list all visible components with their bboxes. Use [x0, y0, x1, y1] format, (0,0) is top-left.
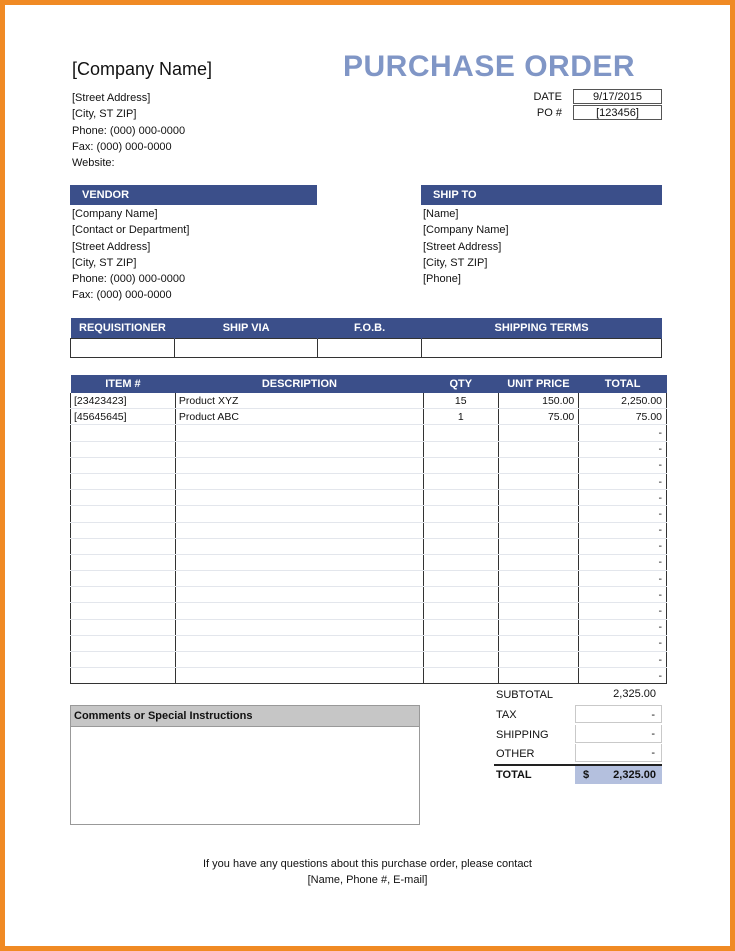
line-total-cell: - [579, 619, 667, 635]
item-number-cell[interactable] [71, 619, 176, 635]
table-row [71, 425, 667, 441]
grand-total-value [575, 766, 662, 784]
company-fax: Fax: (000) 000-0000 [72, 140, 172, 153]
line-items-table [70, 375, 667, 684]
vendor-header: VENDOR [70, 185, 317, 205]
unit-price-cell[interactable] [498, 506, 579, 522]
line-total-cell: 2,250.00 [579, 393, 667, 409]
item-number-cell[interactable] [71, 587, 176, 603]
table-row [71, 619, 667, 635]
vendor-city: [City, ST ZIP] [72, 256, 137, 269]
footer-contact-details: [Name, Phone #, E-mail] [307, 874, 428, 886]
comments-box[interactable] [70, 705, 420, 825]
line-total-cell: - [579, 490, 667, 506]
shipping-terms-cell[interactable] [422, 339, 662, 358]
company-city: [City, ST ZIP] [72, 108, 137, 121]
line-total-cell: - [579, 506, 667, 522]
description-cell[interactable]: Product XYZ [175, 393, 423, 409]
grand-total-amount: 2,325.00 [613, 769, 656, 781]
table-row [71, 473, 667, 489]
description-cell[interactable] [175, 668, 423, 684]
fob-cell[interactable] [317, 339, 421, 358]
vendor-street: [Street Address] [72, 240, 151, 253]
line-total-cell: - [579, 668, 667, 684]
qty-cell[interactable] [423, 425, 498, 441]
description-cell[interactable] [175, 619, 423, 635]
item-number-cell[interactable] [71, 635, 176, 651]
item-number-header: ITEM # [71, 375, 176, 393]
tax-label: TAX [496, 709, 517, 721]
description-cell[interactable] [175, 635, 423, 651]
qty-cell[interactable] [423, 490, 498, 506]
item-number-cell[interactable]: [45645645] [71, 409, 176, 425]
item-number-cell[interactable] [71, 522, 176, 538]
qty-cell[interactable] [423, 652, 498, 668]
company-website: Website: [72, 157, 115, 170]
requisitioner-cell[interactable] [71, 339, 175, 358]
description-cell[interactable] [175, 522, 423, 538]
qty-cell[interactable] [423, 522, 498, 538]
qty-cell[interactable] [423, 441, 498, 457]
qty-header: QTY [423, 375, 498, 393]
total-header: TOTAL [579, 375, 667, 393]
description-cell[interactable] [175, 473, 423, 489]
unit-price-cell[interactable] [498, 490, 579, 506]
date-label: DATE [533, 91, 562, 103]
item-number-cell[interactable] [71, 554, 176, 570]
line-total-cell: - [579, 538, 667, 554]
vendor-company: [Company Name] [72, 208, 158, 220]
table-row [71, 457, 667, 473]
line-total-cell: - [579, 441, 667, 457]
shipto-company: [Company Name] [423, 224, 509, 237]
vendor-phone: Phone: (000) 000-0000 [72, 273, 186, 286]
company-address-block [72, 90, 185, 171]
unit-price-cell[interactable] [498, 571, 579, 587]
unit-price-header: UNIT PRICE [498, 375, 579, 393]
unit-price-cell[interactable] [498, 652, 579, 668]
line-total-cell: - [579, 554, 667, 570]
table-row [71, 635, 667, 651]
date-field[interactable]: 9/17/2015 [573, 89, 662, 104]
line-total-cell: - [579, 587, 667, 603]
unit-price-cell[interactable] [498, 425, 579, 441]
qty-cell[interactable] [423, 457, 498, 473]
shipping-info-table [70, 318, 662, 358]
description-cell[interactable] [175, 457, 423, 473]
shipto-details [423, 206, 509, 287]
qty-cell[interactable] [423, 603, 498, 619]
vendor-contact: [Contact or Department] [72, 224, 190, 237]
description-cell[interactable] [175, 571, 423, 587]
table-row [71, 441, 667, 457]
unit-price-cell[interactable] [498, 635, 579, 651]
item-number-cell[interactable] [71, 490, 176, 506]
table-row [71, 603, 667, 619]
table-row [71, 538, 667, 554]
tax-field[interactable]: - [575, 705, 662, 723]
unit-price-cell[interactable] [498, 441, 579, 457]
line-total-cell: - [579, 603, 667, 619]
item-number-cell[interactable] [71, 668, 176, 684]
unit-price-cell[interactable] [498, 619, 579, 635]
vendor-fax: Fax: (000) 000-0000 [72, 289, 172, 302]
ship-via-cell[interactable] [175, 339, 318, 358]
table-row [71, 409, 667, 425]
fob-header: F.O.B. [317, 318, 421, 339]
item-number-cell[interactable] [71, 441, 176, 457]
item-number-cell[interactable] [71, 603, 176, 619]
currency-symbol: $ [583, 769, 590, 781]
shipto-name: [Name] [423, 208, 459, 220]
qty-cell[interactable] [423, 668, 498, 684]
table-row [71, 587, 667, 603]
subtotal-label: SUBTOTAL [496, 689, 554, 701]
table-row [71, 571, 667, 587]
qty-cell[interactable] [423, 635, 498, 651]
table-row [71, 668, 667, 684]
description-cell[interactable] [175, 554, 423, 570]
shipto-city: [City, ST ZIP] [423, 256, 488, 269]
ship-via-header: SHIP VIA [175, 318, 318, 339]
table-row [71, 506, 667, 522]
unit-price-cell[interactable] [498, 554, 579, 570]
table-row [71, 490, 667, 506]
shipto-phone: [Phone] [423, 273, 461, 286]
item-number-cell[interactable] [71, 425, 176, 441]
qty-cell[interactable] [423, 554, 498, 570]
line-total-cell: - [579, 652, 667, 668]
qty-cell[interactable] [423, 538, 498, 554]
item-number-cell[interactable] [71, 571, 176, 587]
qty-cell[interactable] [423, 506, 498, 522]
comments-header: Comments or Special Instructions [71, 706, 419, 727]
company-street: [Street Address] [72, 92, 151, 104]
requisitioner-header: REQUISITIONER [71, 318, 175, 339]
unit-price-cell[interactable] [498, 473, 579, 489]
unit-price-cell[interactable] [498, 668, 579, 684]
unit-price-cell[interactable]: 75.00 [498, 409, 579, 425]
other-field[interactable]: - [575, 744, 662, 762]
table-row [71, 554, 667, 570]
description-cell[interactable] [175, 425, 423, 441]
po-number-field[interactable]: [123456] [573, 105, 662, 120]
line-items-body [71, 393, 667, 684]
po-label: PO # [536, 107, 562, 119]
qty-cell[interactable] [423, 571, 498, 587]
shipto-street: [Street Address] [423, 240, 502, 253]
document-title: PURCHASE ORDER [343, 50, 636, 83]
line-total-cell: - [579, 522, 667, 538]
item-number-cell[interactable] [71, 506, 176, 522]
item-number-cell[interactable] [71, 457, 176, 473]
qty-cell[interactable]: 1 [423, 409, 498, 425]
unit-price-cell[interactable] [498, 522, 579, 538]
description-cell[interactable] [175, 506, 423, 522]
vendor-details [72, 206, 189, 304]
shipping-terms-header: SHIPPING TERMS [422, 318, 662, 339]
description-cell[interactable] [175, 587, 423, 603]
description-cell[interactable] [175, 490, 423, 506]
description-cell[interactable] [175, 441, 423, 457]
unit-price-cell[interactable] [498, 457, 579, 473]
table-row [71, 652, 667, 668]
footer-contact-line: If you have any questions about this purchase order, please contact [203, 858, 532, 870]
other-label: OTHER [496, 748, 535, 760]
qty-cell[interactable]: 15 [423, 393, 498, 409]
shipto-header: SHIP TO [421, 185, 662, 205]
qty-cell[interactable] [423, 619, 498, 635]
item-number-cell[interactable] [71, 473, 176, 489]
company-phone: Phone: (000) 000-0000 [72, 124, 186, 137]
table-row [71, 522, 667, 538]
qty-cell[interactable] [423, 587, 498, 603]
shipping-label: SHIPPING [496, 729, 549, 741]
line-total-cell: - [579, 473, 667, 489]
description-cell[interactable] [175, 652, 423, 668]
line-total-cell: - [579, 425, 667, 441]
table-row [71, 393, 667, 409]
description-cell[interactable] [175, 538, 423, 554]
subtotal-value: 2,325.00 [613, 688, 656, 700]
qty-cell[interactable] [423, 473, 498, 489]
line-total-cell: 75.00 [579, 409, 667, 425]
unit-price-cell[interactable] [498, 603, 579, 619]
line-total-cell: - [579, 457, 667, 473]
shipping-field[interactable]: - [575, 725, 662, 743]
item-number-cell[interactable] [71, 538, 176, 554]
unit-price-cell[interactable]: 150.00 [498, 393, 579, 409]
description-header: DESCRIPTION [175, 375, 423, 393]
line-total-cell: - [579, 635, 667, 651]
unit-price-cell[interactable] [498, 538, 579, 554]
item-number-cell[interactable] [71, 652, 176, 668]
company-name: [Company Name] [72, 59, 213, 79]
line-total-cell: - [579, 571, 667, 587]
unit-price-cell[interactable] [498, 587, 579, 603]
description-cell[interactable] [175, 603, 423, 619]
item-number-cell[interactable]: [23423423] [71, 393, 176, 409]
description-cell[interactable]: Product ABC [175, 409, 423, 425]
grand-total-label: TOTAL [496, 769, 532, 781]
